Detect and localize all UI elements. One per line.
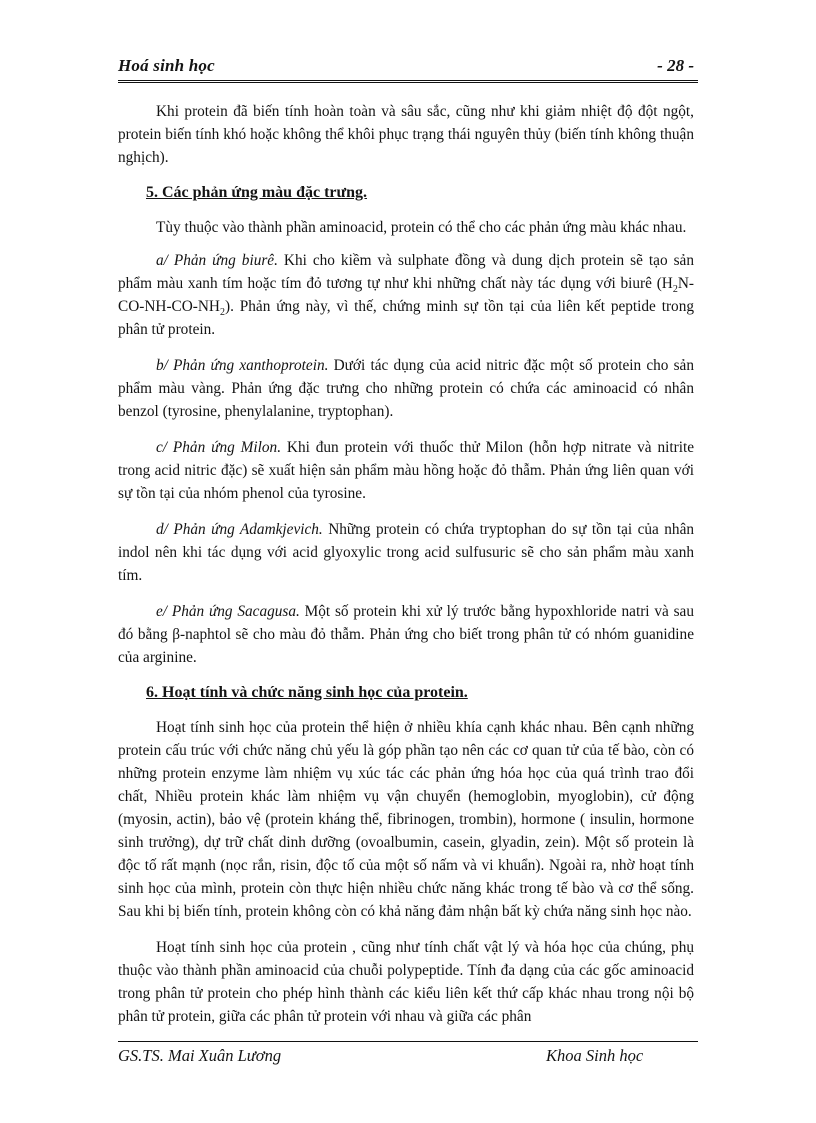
header-title: Hoá sinh học — [118, 56, 215, 75]
paragraph-milon: c/ Phản ứng Milon. Khi đun protein với thuốc thử Milon (hỗn hợp nitrate và nitrite trong acid nitric đặc) sẽ xuất hiện sản phẩm màu hồng hoặc đỏ thẫm. Phản ứng liên quan với sự tồn tại của nhóm phenol của tyrosine. — [118, 439, 694, 502]
paragraph-denaturation: Khi protein đã biến tính hoàn toàn và sâu sắc, cũng như khi giảm nhiệt độ đột ngột, protein biến tính khó hoặc không thể khôi phục trạng thái nguyên thủy (biến tính không thuận nghịch). — [118, 103, 694, 166]
paragraph-aminoacid-composition: Hoạt tính sinh học của protein , cũng như tính chất vật lý và hóa học của chúng, phụ thuộc vào thành phần aminoacid của chuỗi polypeptide. Tính đa dạng của các gốc aminoacid trong phân tử protein cho phép hình thành các kiểu liên kết thứ cấp khác nhau trong nội bộ phân tử protein, giữa các phân tử protein với nhau và giữa các phân — [118, 939, 694, 1025]
section-heading-5: 5. Các phản ứng màu đặc trưng. — [146, 184, 368, 201]
footer-divider — [118, 1041, 698, 1042]
document-body — [118, 100, 694, 1041]
biuret-lead: a/ Phản ứng biurê. — [156, 252, 278, 269]
sacagusa-lead: e/ Phản ứng Sacagusa. — [156, 603, 300, 620]
page-header — [118, 56, 698, 80]
paragraph-biuret: a/ Phản ứng biurê. Khi cho kiềm và sulphate đồng và dung dịch protein sẽ tạo sản phẩm màu xanh tím hoặc tím đỏ tương tự như khi những chất này tác dụng với biurê $(H_2N-CO-NH-CO-NH_2)$. Phản ứng này, vì thế, chứng minh sự tồn tại của liên kết peptide trong phân tử protein. — [118, 252, 694, 338]
page-number: - 28 - — [657, 56, 694, 75]
paragraph-xanthoprotein: b/ Phản ứng xanthoprotein. Dưới tác dụng của acid nitric đặc một số protein cho sản phẩm màu vàng. Phản ứng đặc trưng cho những protein có chứa các aminoacid có nhân benzol (tyrosine, phenylalanine, tryptophan). — [118, 357, 694, 420]
paragraph-biological-activity: Hoạt tính sinh học của protein thể hiện ở nhiều khía cạnh khác nhau. Bên cạnh những protein cấu trúc với chức năng chủ yếu là góp phần tạo nên các cơ quan tử của tế bào, còn có những protein enzyme làm nhiệm vụ xúc tác các phản ứng hóa học của quá trình trao đổi chất, Nhiều protein khác làm nhiệm vụ vận chuyển (hemoglobin, myoglobin), cử động (myosin, actin), bảo vệ (protein kháng thể, fibrinogen, trombin), hormone ( insulin, hormone sinh trưởng), dự trữ chất dinh dưỡng (ovoalbumin, casein, glyadin, zein). Một số protein là độc tố rất mạnh (nọc rắn, risin, độc tố của một số nấm và vi khuẩn). Ngoài ra, nhờ hoạt tính sinh học của mình, protein còn thực hiện nhiều chức năng khác trong tế bào và cơ thể sống. Sau khi bị biến tính, protein không còn có khả năng đảm nhận bất kỳ chứa năng sinh học nào. — [118, 719, 694, 920]
adamkjevich-lead: d/ Phản ứng Adamkjevich. — [156, 521, 323, 538]
xanthoprotein-lead: b/ Phản ứng xanthoprotein. — [156, 357, 329, 374]
footer-author: GS.TS. Mai Xuân Lương — [118, 1046, 282, 1065]
footer-department: Khoa Sinh học — [546, 1046, 644, 1065]
paragraph-sacagusa: e/ Phản ứng Sacagusa. Một số protein khi xử lý trước bằng hypoxhloride natri và sau đó bằng β-naphtol sẽ cho màu đỏ thẫm. Phản ứng cho biết trong phân tử có nhóm guanidine của arginine. — [118, 603, 694, 666]
milon-lead: c/ Phản ứng Milon. — [156, 439, 282, 456]
header-divider — [118, 80, 698, 85]
paragraph-color-reactions-intro: Tùy thuộc vào thành phần aminoacid, protein có thể cho các phản ứng màu khác nhau. — [156, 219, 687, 236]
paragraph-adamkjevich: d/ Phản ứng Adamkjevich. Những protein có chứa tryptophan do sự tồn tại của nhân indol nên khi tác dụng với acid glyoxylic trong acid sulfusuric sẽ cho sản phẩm màu xanh tím. — [118, 521, 695, 584]
section-heading-6: 6. Hoạt tính và chức năng sinh học của protein. — [146, 684, 468, 701]
